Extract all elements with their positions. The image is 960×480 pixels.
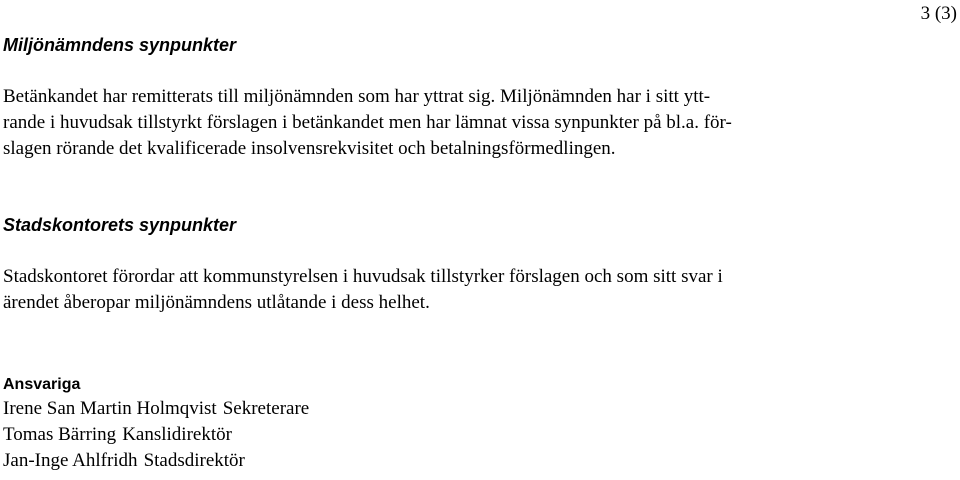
responsible-person — [3, 448, 309, 474]
paragraph-line: slagen rörande det kvalificerade insolvensrekvisitet och betalningsförmedlingen. — [3, 138, 616, 159]
paragraph-line: Stadskontoret förordar att kommunstyrelsen i huvudsak tillstyrker förslagen och som sitt svar i — [3, 266, 723, 287]
responsible-person — [3, 422, 309, 448]
person-role: Stadsdirektör — [143, 450, 245, 471]
person-name: Tomas Bärring — [3, 424, 117, 445]
paragraph-line: ärendet åberopar miljönämndens utlåtande i dess helhet. — [3, 292, 430, 313]
person-role: Sekreterare — [222, 398, 310, 419]
page-number: 3 (3) — [920, 3, 957, 24]
responsible-section — [3, 374, 309, 474]
responsible-person — [3, 396, 309, 422]
paragraph-line: rande i huvudsak tillstyrkt förslagen i betänkandet men har lämnat vissa synpunkter på bl.a. för- — [3, 112, 732, 133]
paragraph-line: Betänkandet har remitterats till miljönämnden som har yttrat sig. Miljönämnden har i sitt ytt- — [3, 86, 711, 107]
section-heading-environment-board: Miljönämndens synpunkter — [3, 35, 237, 55]
responsible-heading: Ansvariga — [3, 376, 81, 393]
paragraph-city-office — [3, 264, 723, 316]
paragraph-environment-board — [3, 84, 732, 162]
section-heading-city-office: Stadskontorets synpunkter — [3, 215, 237, 235]
person-role: Kanslidirektör — [122, 424, 232, 445]
person-name: Jan-Inge Ahlfridh — [3, 450, 138, 471]
person-name: Irene San Martin Holmqvist — [3, 398, 217, 419]
